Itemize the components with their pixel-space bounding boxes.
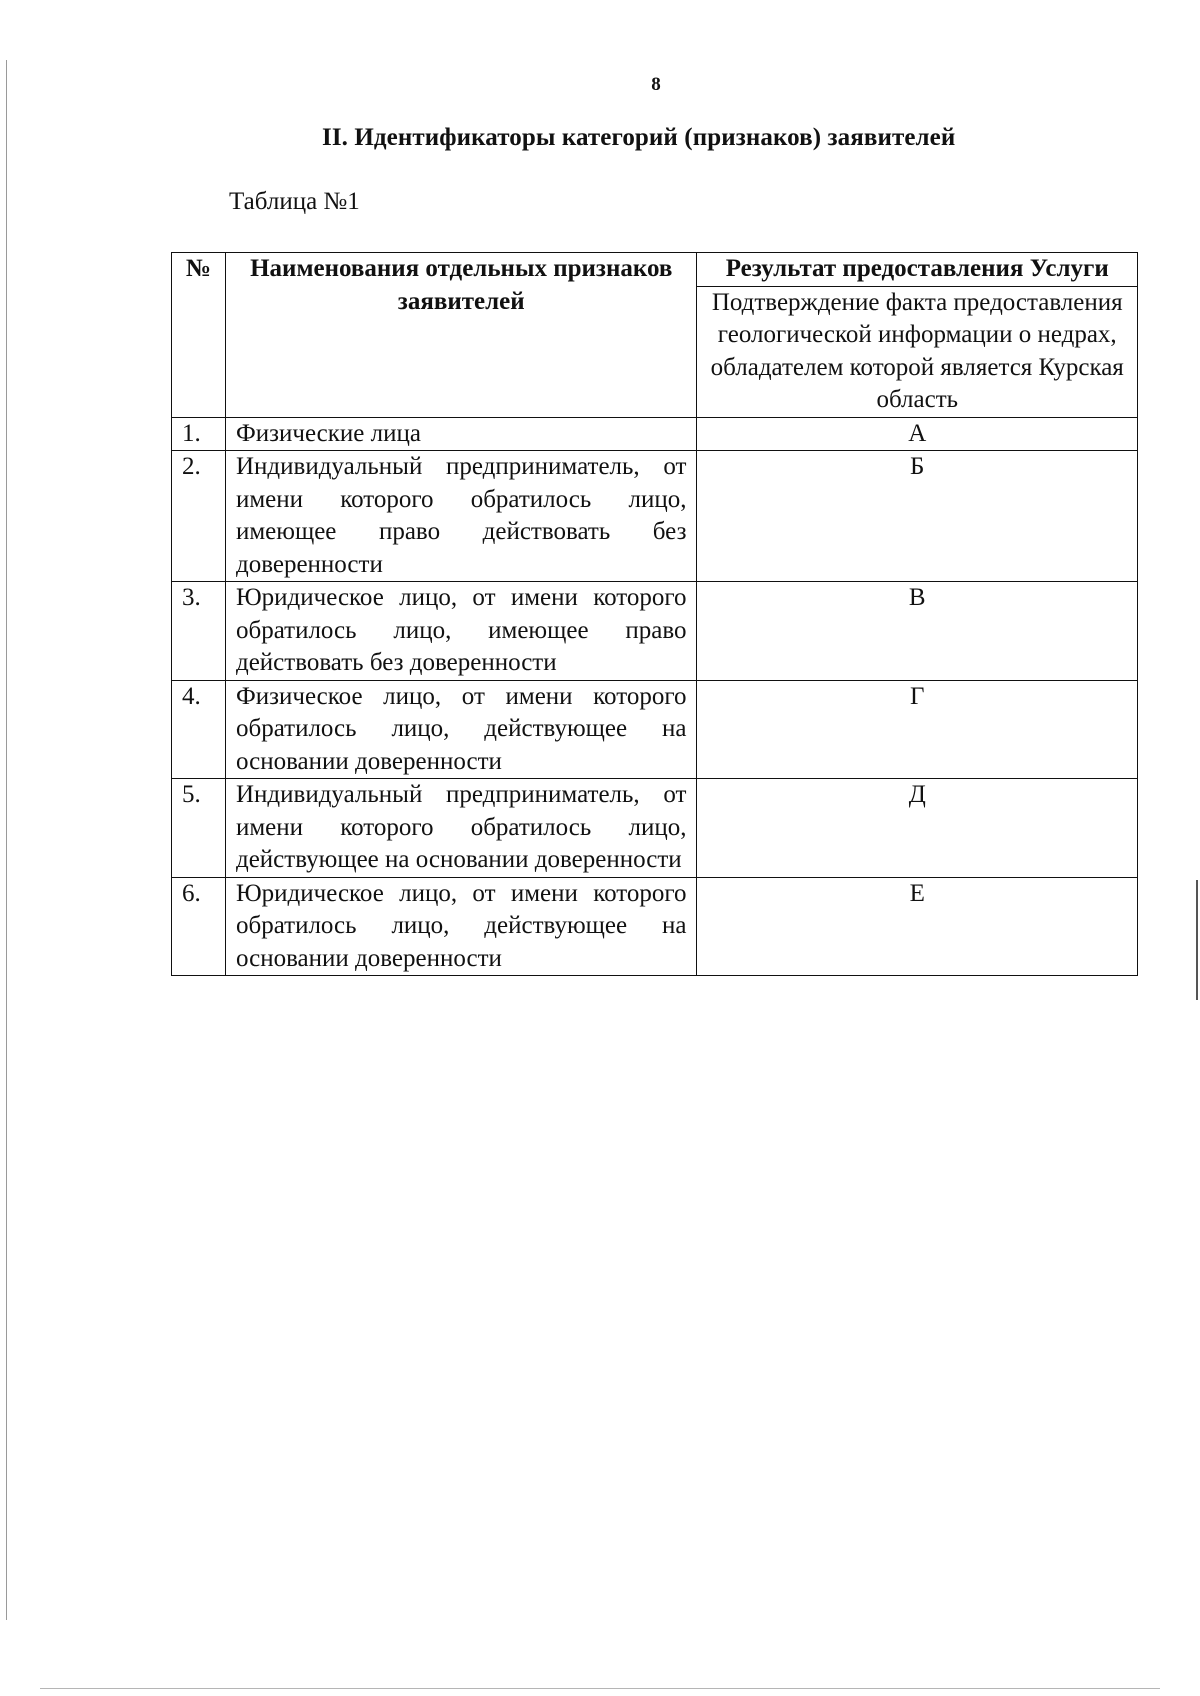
row-applicant-attribute: Физические лица [225,417,696,451]
table-row [172,779,1138,878]
header-service-result: Результат предоставления Услуги [697,253,1138,287]
row-number: 4. [172,680,226,779]
table-row [172,680,1138,779]
table-row [172,582,1138,681]
table-row [172,417,1138,451]
row-applicant-attribute: Индивидуальный предприниматель, от имени которого обратилось лицо, действующее на основании доверенности [225,779,696,878]
row-applicant-attribute: Физическое лицо, от имени которого обратилось лицо, действующее на основании доверенности [225,680,696,779]
scan-edge-right [1196,880,1198,1000]
row-result-code: Г [697,680,1138,779]
page-number: 8 [651,74,661,95]
table-header-row [172,253,1138,287]
row-applicant-attribute: Индивидуальный предприниматель, от имени которого обратилось лицо, имеющее право действовать без доверенности [225,451,696,582]
row-number: 2. [172,451,226,582]
row-number: 3. [172,582,226,681]
table-row [172,877,1138,976]
row-result-code: В [697,582,1138,681]
scan-edge-left [6,60,7,1620]
row-number: 1. [172,417,226,451]
header-number: № [172,253,226,418]
table-row [172,451,1138,582]
row-applicant-attribute: Юридическое лицо, от имени которого обратилось лицо, имеющее право действовать без доверенности [225,582,696,681]
header-result-description: Подтверждение факта предоставления геологической информации о недрах, обладателем которой является Курская область [697,286,1138,417]
row-number: 5. [172,779,226,878]
header-applicant-attribute: Наименования отдельных признаков заявителей [225,253,696,418]
scan-edge-bottom [40,1688,1160,1689]
row-applicant-attribute: Юридическое лицо, от имени которого обратилось лицо, действующее на основании доверенности [225,877,696,976]
row-result-code: А [697,417,1138,451]
table-caption: Таблица №1 [229,188,360,215]
row-number: 6. [172,877,226,976]
row-result-code: Д [697,779,1138,878]
row-result-code: Е [697,877,1138,976]
row-result-code: Б [697,451,1138,582]
section-heading: II. Идентификаторы категорий (признаков) заявителей [322,124,956,151]
applicant-identifiers-table [171,252,1138,976]
